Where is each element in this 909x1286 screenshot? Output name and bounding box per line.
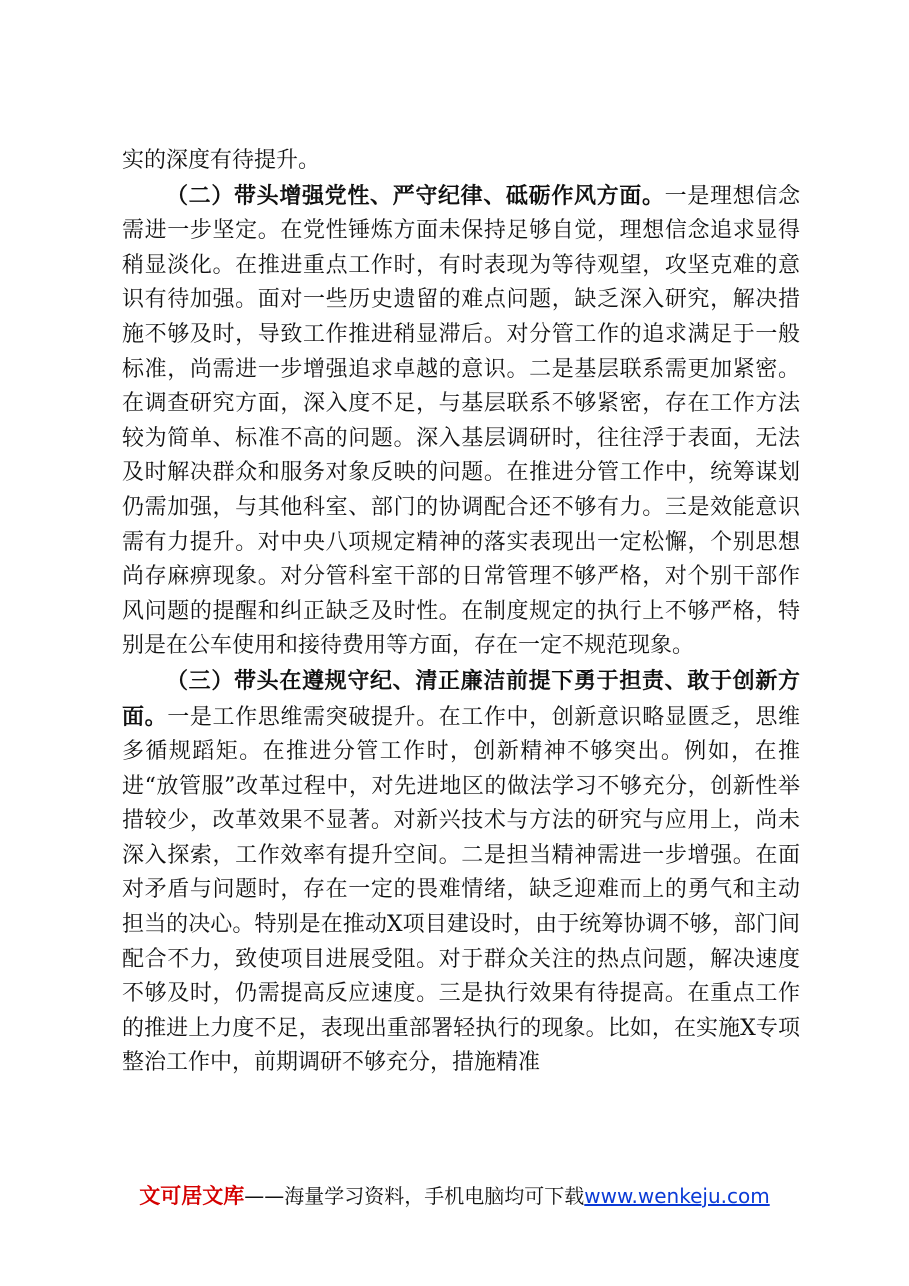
footer-tagline: ——海量学习资料，手机电脑均可下载 [244, 1184, 585, 1208]
intro-tail-paragraph: 实的深度有待提升。 [122, 148, 321, 173]
document-body [122, 144, 800, 1081]
section-heading-2: （二）带头增强党性、严守纪律、砥砺作风方面。 [166, 182, 665, 209]
section-heading-3: （三）带头在遵规守纪、清正廉洁前提下勇于担责、敢于创新方面。 [122, 667, 800, 730]
section-body-2: 一是理想信念需进一步坚定。在党性锤炼方面未保持足够自觉，理想信念追求显得稍显淡化。在推进重点工作时，有时表现为等待观望，攻坚克难的意识有待加强。面对一些历史遗留的难点问题，缺乏深入研究，解决措施不够及时，导致工作推进稍显滞后。对分管工作的追求满足于一般标准，尚需进一步增强追求卓越的意识。二是基层联系需更加紧密。在调查研究方面，深入度不足，与基层联系不够紧密，存在工作方法较为简单、标准不高的问题。深入基层调研时，往往浮于表面，无法及时解决群众和服务对象反映的问题。在推进分管工作中，统筹谋划仍需加强，与其他科室、部门的协调配合还不够有力。三是效能意识需有力提升。对中央八项规定精神的落实表现出一定松懈，个别思想尚存麻痹现象。对分管科室干部的日常管理不够严格，对个别干部作风问题的提醒和纠正缺乏及时性。在制度规定的执行上不够严格，特别是在公车使用和接待费用等方面，存在一定不规范现象。 [122, 183, 800, 659]
footer-banner [0, 1180, 909, 1210]
footer-brand: 文可居文库 [139, 1184, 245, 1208]
section-paragraph-2 [122, 179, 800, 664]
footer-site-link[interactable]: www.wenkeju.com [584, 1184, 770, 1208]
section-body-3: 一是工作思维需突破提升。在工作中，创新意识略显匮乏，思维多循规蹈矩。在推进分管工作时，创新精神不够突出。例如，在推进“放管服”改革过程中，对先进地区的做法学习不够充分，创新性举措较少，改革效果不显著。对新兴技术与方法的研究与应用上，尚未深入探索，工作效率有提升空间。二是担当精神需进一步增强。在面对矛盾与问题时，存在一定的畏难情绪，缺乏迎难而上的勇气和主动担当的决心。特别是在推动X项目建设时，由于统筹协调不够，部门间配合不力，致使项目进展受阻。对于群众关注的热点问题，解决速度不够及时，仍需提高反应速度。三是执行效果有待提高。在重点工作的推进上力度不足，表现出重部署轻执行的现象。比如，在实施X专项整治工作中，前期调研不够充分，措施精准 [122, 704, 800, 1076]
section-paragraph-3 [122, 664, 800, 1081]
